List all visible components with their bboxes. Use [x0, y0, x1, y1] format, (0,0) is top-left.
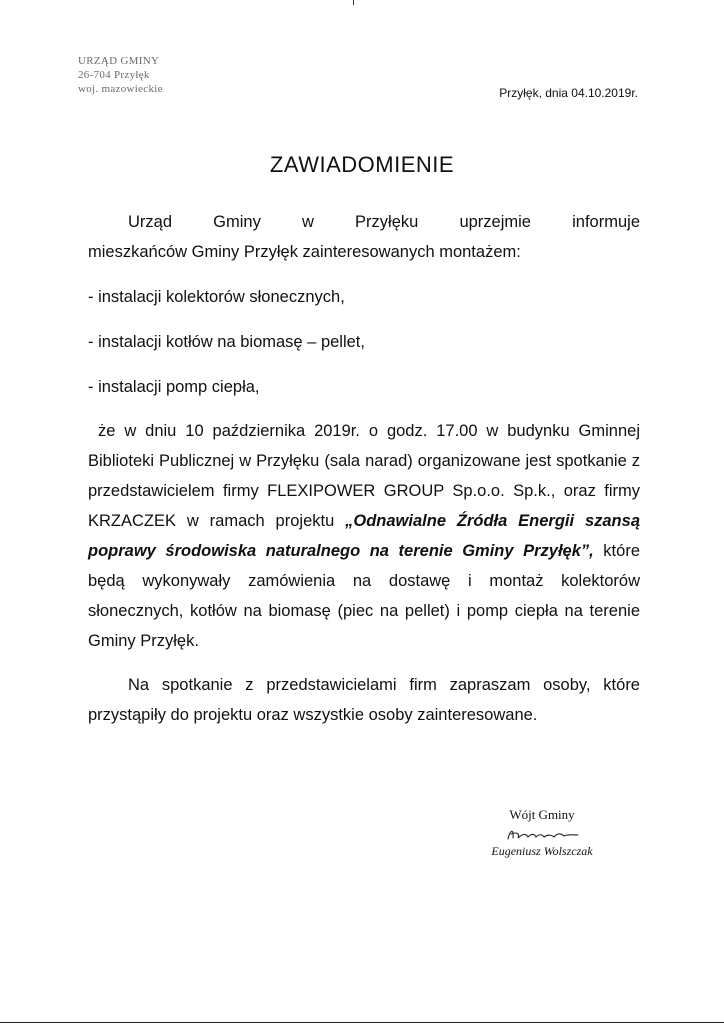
intro-line-1: Urząd Gminy w Przyłęku uprzejmie informuje — [128, 213, 640, 231]
main-text-part-1: że w dniu 10 października 2019r. o godz. 17.00 w budynku Gminnej Biblioteki Publicznej w Przyłęku (sala narad) organizowane jest spotkanie z przedstawicielem firmy FLEXIPOWER GROUP Sp.o.o. Sp.k., oraz firmy KRZACZEK w ramach projektu — [88, 422, 640, 530]
main-text-part-2: które będą wykonywały zamówienia na dostawę i montaż kolektorów słonecznych, kotłów na biomasę (piec na pellet) i pomp ciepła na terenie Gminy Przyłęk. — [88, 542, 640, 650]
handwritten-signature — [502, 826, 582, 842]
scan-mark-top — [353, 0, 354, 5]
list-item-heat-pumps: - instalacji pomp ciepła, — [88, 378, 260, 396]
list-item-collectors: - instalacji kolektorów słonecznych, — [88, 288, 345, 306]
document-title: ZAWIADOMIENIE — [269, 152, 455, 177]
intro-line-2: mieszkańców Gminy Przyłęk zainteresowanych montażem: — [88, 243, 521, 261]
office-stamp — [78, 54, 163, 96]
page-bottom-edge — [0, 1022, 724, 1023]
document-date: Przyłęk, dnia 04.10.2019r. — [499, 86, 638, 100]
stamp-line-region: woj. mazowieckie — [78, 83, 163, 95]
stamp-line-office: URZĄD GMINY — [78, 55, 160, 67]
signature-block — [462, 806, 622, 860]
stamp-line-address: 26-704 Przyłęk — [78, 69, 150, 81]
project-name: „Odnawialne Źródła Energii szansą poprawy środowiska naturalnego na terenie Gminy Przyłęk”, — [88, 512, 640, 560]
closing-paragraph: Na spotkanie z przedstawicielami firm zapraszam osoby, które przystąpiły do projektu oraz wszystkie osoby zainteresowane. — [88, 676, 640, 724]
list-item-biomass: - instalacji kotłów na biomasę – pellet, — [88, 333, 365, 351]
signature-role: Wójt Gminy — [509, 807, 575, 822]
main-paragraph — [88, 416, 640, 656]
signatory-name: Eugeniusz Wolszczak — [491, 844, 593, 858]
document-body — [88, 207, 640, 730]
